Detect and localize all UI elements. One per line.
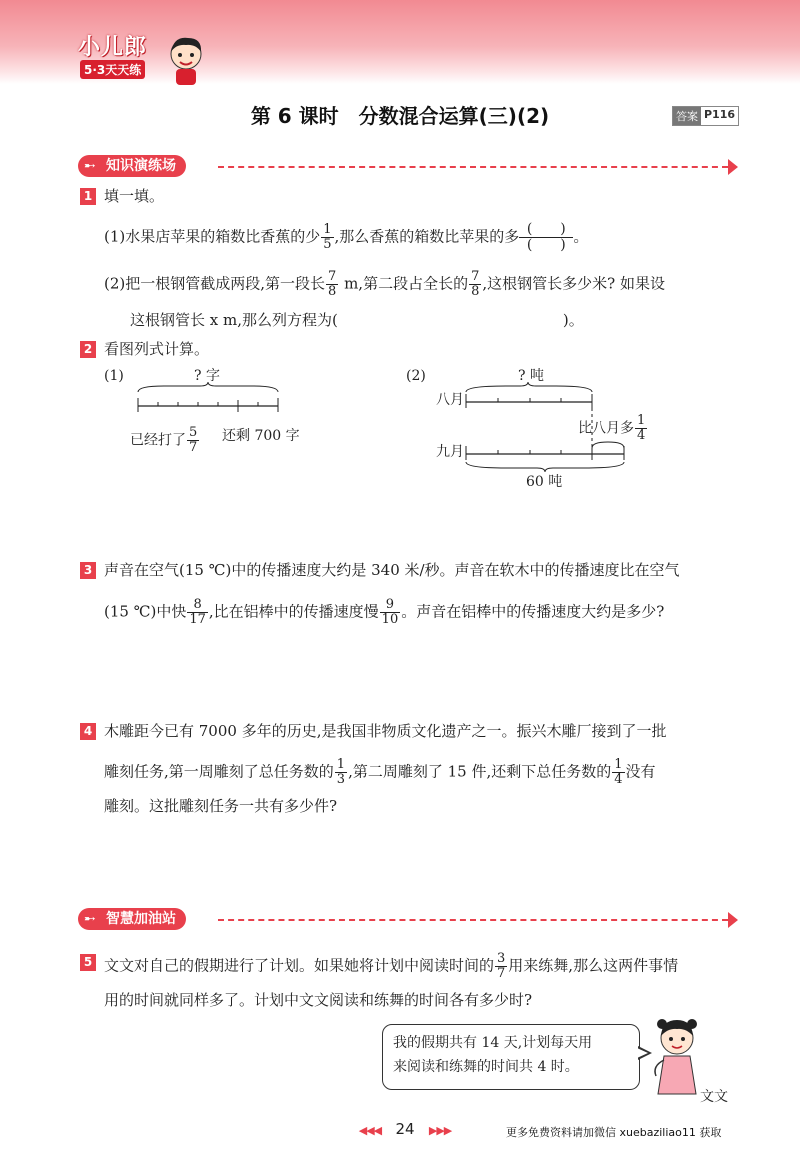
section-title: 知识演练场 [106,158,176,174]
line-diagram-2 [406,366,706,496]
fraction: $\frac{7}{8}$ [471,269,480,299]
q4-line1: 木雕距今已有 7000 多年的历史,是我国非物质文化遗产之一。振兴木雕厂接到了一批 [104,722,667,740]
dashed-divider [218,919,728,921]
question-number: 5 [80,954,96,971]
q1-part2-line2[interactable]: 这根钢管长 x m,那么列方程为( )。 [130,311,584,329]
diagram-more-text: 比八月多 $\frac{1}{4}$ [578,413,646,443]
row-label-september: 九月 [436,444,464,460]
q2-intro: 看图列式计算。 [104,340,210,358]
section-arrow-icon: ➸ [84,911,96,927]
diagram-label: (2) [406,368,426,384]
answer-page: P116 [704,108,736,121]
logo-main-text: 小儿郎 [78,35,148,60]
q1-intro: 填一填。 [104,187,165,205]
fraction: $\frac{1}{3}$ [336,757,346,787]
q5-line2: 用的时间就同样多了。计划中文文阅读和练舞的时间各有多少时? [104,991,533,1009]
row-label-august: 八月 [436,392,464,408]
arrow-tip-icon [728,912,738,928]
diagram-top-label: ? 字 [194,368,220,384]
section-header-challenge [78,908,738,932]
speech-bubble [382,1024,640,1090]
girl-character-icon [650,1014,704,1104]
boy-mascot-icon [166,34,206,86]
q1-part2-line1: (2)把一根钢管截成两段,第一段长 $\frac{7}{8}$ m,第二段占全长的 $\frac{7}{8}$ ,这根钢管长多少米? 如果设 [104,269,665,299]
segment-bars [406,382,706,482]
fraction: $\frac{9}{10}$ [381,597,399,627]
q1-part1: (1)水果店苹果的箱数比香蕉的少 $\frac{1}{5}$ ,那么香蕉的箱数比苹果的多 $\frac{( )}{( )}$。 [104,221,589,253]
logo-sub-text: 5·3天天练 [80,60,145,79]
section-arrow-icon: ➸ [84,158,96,174]
bubble-line-2: 来阅读和练舞的时间共 4 时。 [393,1059,579,1075]
segment-bar [104,382,344,416]
diagram-left-text: 已经打了 $\frac{5}{7}$ [130,425,198,455]
line-diagram-1 [104,366,344,466]
fraction: $\frac{1}{5}$ [323,222,332,252]
dashed-divider [218,166,728,168]
q3-line1: 声音在空气(15 ℃)中的传播速度大约是 340 米/秒。声音在软木中的传播速度比在空气 [104,561,680,579]
arrow-tip-icon [728,159,738,175]
section-header-practice [78,155,738,179]
question-number: 4 [80,723,96,740]
q4-line3: 雕刻。这批雕刻任务一共有多少件? [104,797,338,815]
right-arrows-icon: ▶▶▶ [428,1124,452,1137]
brand-logo [70,30,210,86]
diagram-label: (1) [104,368,124,384]
fraction: $\frac{1}{4}$ [614,757,623,787]
question-number: 1 [80,188,96,205]
footer-note: 更多免费资料请加微信 xuebaziliao11 获取 [506,1126,722,1139]
answer-reference [672,106,739,126]
section-title: 智慧加油站 [106,911,176,927]
diagram-bottom-label: 60 吨 [526,474,563,490]
q4-line2: 雕刻任务,第一周雕刻了总任务数的 $\frac{1}{3}$ ,第二周雕刻了 15 件,还剩下总任务数的 $\frac{1}{4}$ 没有 [104,757,656,787]
diagram-right-text: 还剩 700 字 [222,428,300,444]
diagram-top-label: ? 吨 [518,368,544,384]
question-number: 2 [80,341,96,358]
page-title: 第 6 课时 分数混合运算(三)(2) [250,104,550,128]
fraction: $\frac{7}{8}$ [328,269,337,299]
answer-label: 答案 [673,107,701,125]
q5-line1: 文文对自己的假期进行了计划。如果她将计划中阅读时间的 $\frac{3}{7}$ 用来练舞,那么这两件事情 [104,951,679,981]
question-number: 3 [80,562,96,579]
fraction: $\frac{8}{17}$ [189,597,206,627]
fraction: $\frac{3}{7}$ [497,951,506,981]
character-name: 文文 [700,1089,728,1105]
answer-blank-fraction[interactable]: $\frac{( )}{( )}$ [519,222,573,253]
page-number: ◀◀◀ 24 ▶▶▶ [358,1120,452,1138]
left-arrows-icon: ◀◀◀ [358,1124,382,1137]
bubble-line-1: 我的假期共有 14 天,计划每天用 [393,1035,593,1051]
q3-line2: (15 ℃)中快 $\frac{8}{17}$ ,比在铝棒中的传播速度慢 $\frac{9}{10}$ 。声音在铝棒中的传播速度大约是多少? [104,597,665,627]
